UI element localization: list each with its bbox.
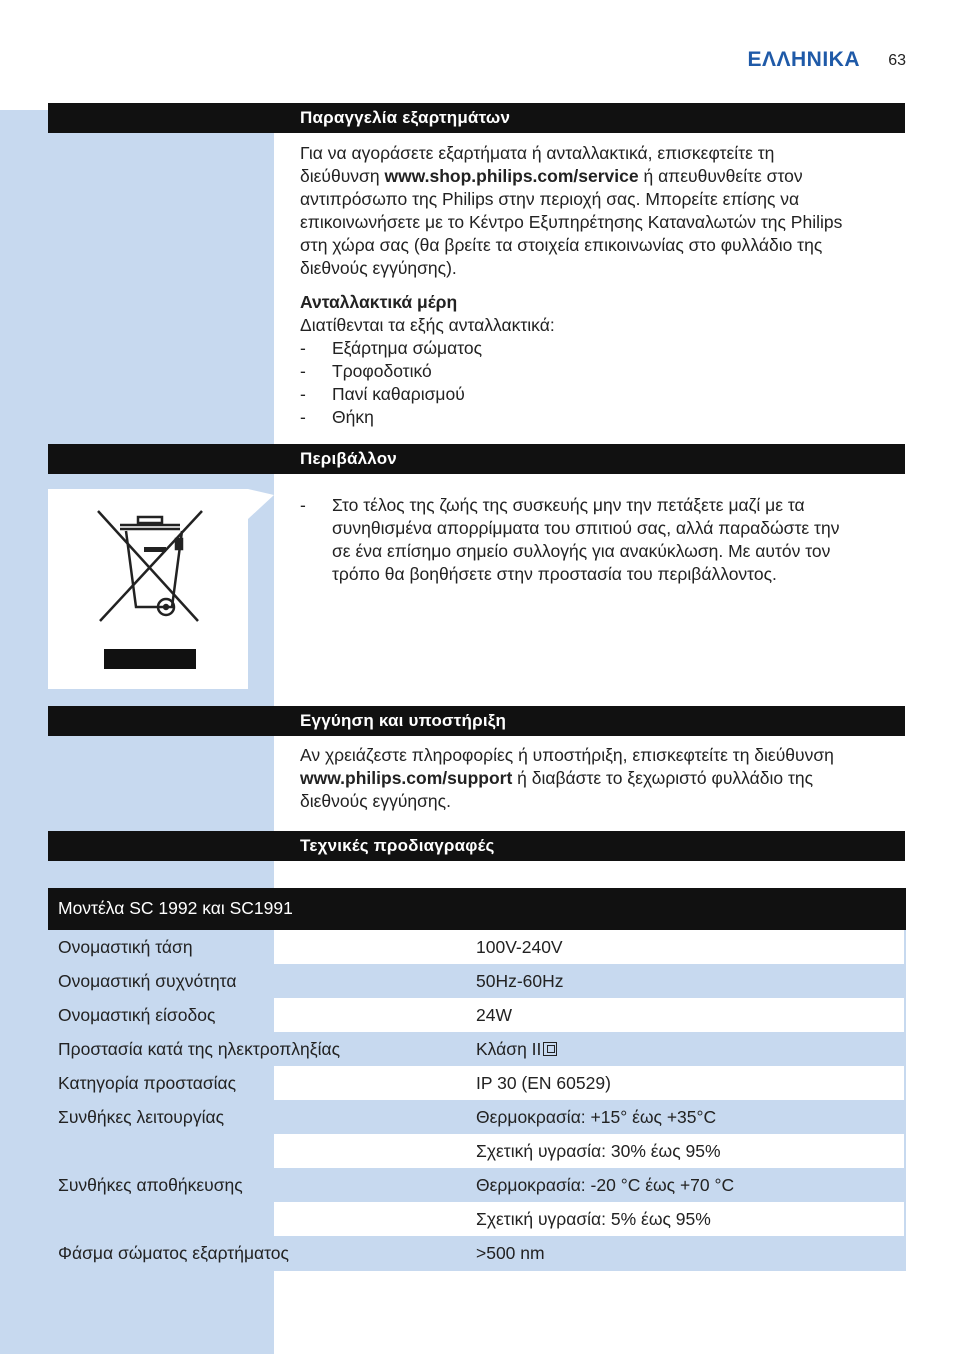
table-row [48, 998, 906, 1032]
list-item: - Εξάρτημα σώματος [300, 337, 900, 360]
environment-line: συνηθισμένα απορρίμματα του σπιτιού σας, αλλά παραδώστε την [332, 518, 840, 538]
accessories-line: επικοινωνήσετε με το Κέντρο Εξυπηρέτησης Καταναλωτών της Philips [300, 212, 843, 232]
section-bar-environment [48, 444, 905, 474]
double-square-class-ii-icon [543, 1042, 557, 1056]
spec-value: IP 30 (EN 60529) [476, 1072, 611, 1093]
accessories-line: Για να αγοράσετε εξαρτήματα ή ανταλλακτικά, επισκεφτείτε τη [300, 143, 775, 163]
spec-value: Θερμοκρασία: -20 °C έως +70 °C [476, 1174, 735, 1195]
spec-value: Σχετική υγρασία: 5% έως 95% [476, 1208, 711, 1229]
section-bar-specs [48, 831, 905, 861]
table-row [48, 1032, 906, 1066]
table-row [48, 1100, 906, 1134]
table-row [48, 1134, 906, 1168]
accessories-body [300, 142, 900, 429]
spec-value: >500 nm [476, 1242, 545, 1263]
section-title-specs: Τεχνικές προδιαγραφές [300, 836, 495, 855]
spec-value: Κλάση II [476, 1038, 542, 1059]
section-title-guarantee: Εγγύηση και υποστήριξη [300, 711, 507, 730]
section-bar-guarantee [48, 706, 905, 736]
environment-line: - Στο τέλος της ζωής της συσκευής μην την πετάξετε μαζί με τα [332, 495, 805, 515]
table-row [48, 1066, 906, 1100]
guarantee-text: ή διαβάστε το ξεχωριστό φυλλάδιο της [512, 768, 814, 788]
list-item: - Πανί καθαρισμού [300, 383, 900, 406]
accessories-line: στη χώρα σας (θα βρείτε τα στοιχεία επικοινωνίας στο φυλλάδιο της [300, 235, 823, 255]
table-row [48, 964, 906, 998]
spec-value: Θερμοκρασία: +15° έως +35°C [476, 1106, 717, 1127]
spec-label: Συνθήκες αποθήκευσης [58, 1174, 243, 1195]
accessories-text: διεύθυνση [300, 166, 385, 186]
spec-value: Σχετική υγρασία: 30% έως 95% [476, 1140, 721, 1161]
list-item: - Τροφοδοτικό [300, 360, 900, 383]
shop-link[interactable]: www.shop.philips.com/service [384, 166, 639, 186]
list-item [300, 494, 900, 586]
guarantee-line [300, 767, 900, 790]
list-item: - Θήκη [300, 406, 900, 429]
spec-table [48, 888, 906, 1270]
spare-parts-intro: Διατίθενται τα εξής ανταλλακτικά: [300, 315, 555, 335]
spare-parts-heading: Ανταλλακτικά μέρη [300, 292, 458, 312]
spec-value: 24W [476, 1004, 512, 1025]
table-row [48, 1236, 906, 1270]
spec-label: Ονομαστική είσοδος [58, 1004, 216, 1025]
spec-table-header: Μοντέλα SC 1992 και SC1991 [48, 888, 906, 930]
environment-line: τρόπο θα βοηθήσετε στην προστασία του περιβάλλοντος. [332, 564, 777, 584]
spec-label: Συνθήκες λειτουργίας [58, 1106, 225, 1127]
environment-line: σε ένα επίσημο σημείο συλλογής για ανακύκλωση. Με αυτόν τον [332, 541, 831, 561]
section-title-environment: Περιβάλλον [300, 449, 397, 468]
spec-label: Ονομαστική συχνότητα [58, 970, 237, 991]
table-row [48, 1202, 906, 1236]
accessories-line [300, 165, 900, 188]
table-row [48, 1168, 906, 1202]
support-link[interactable]: www.philips.com/support [300, 768, 513, 788]
crossed-out-wheelie-bin-icon [48, 489, 248, 689]
language-label: ΕΛΛΗΝΙΚΑ [747, 48, 860, 71]
weee-bar [104, 649, 196, 669]
spec-label: Ονομαστική τάση [58, 936, 193, 957]
accessories-text: ή απευθυνθείτε στον [638, 166, 803, 186]
section-bar-accessories [48, 103, 905, 133]
spec-label: Φάσμα σώματος εξαρτήματος [58, 1242, 289, 1263]
page-number: 63 [888, 52, 906, 69]
guarantee-line: διεθνούς εγγύησης. [300, 791, 451, 811]
table-row [48, 930, 906, 964]
spec-label: Προστασία κατά της ηλεκτροπληξίας [58, 1038, 341, 1059]
spare-parts-list [300, 337, 900, 429]
accessories-line: αντιπρόσωπο της Philips στην περιοχή σας. Μπορείτε επίσης να [300, 189, 800, 209]
section-title-accessories: Παραγγελία εξαρτημάτων [300, 108, 511, 127]
environment-body [300, 494, 900, 586]
spec-value: 50Hz-60Hz [476, 970, 564, 991]
guarantee-line: Αν χρειάζεστε πληροφορίες ή υποστήριξη, επισκεφτείτε τη διεύθυνση [300, 745, 834, 765]
weee-symbol-box [48, 489, 248, 689]
spec-label: Κατηγορία προστασίας [58, 1072, 237, 1093]
environment-list [300, 494, 900, 586]
spec-value-cell [476, 1039, 906, 1060]
spec-value: 100V-240V [476, 936, 563, 957]
guarantee-body [300, 744, 900, 813]
accessories-line: διεθνούς εγγύησης). [300, 258, 457, 278]
